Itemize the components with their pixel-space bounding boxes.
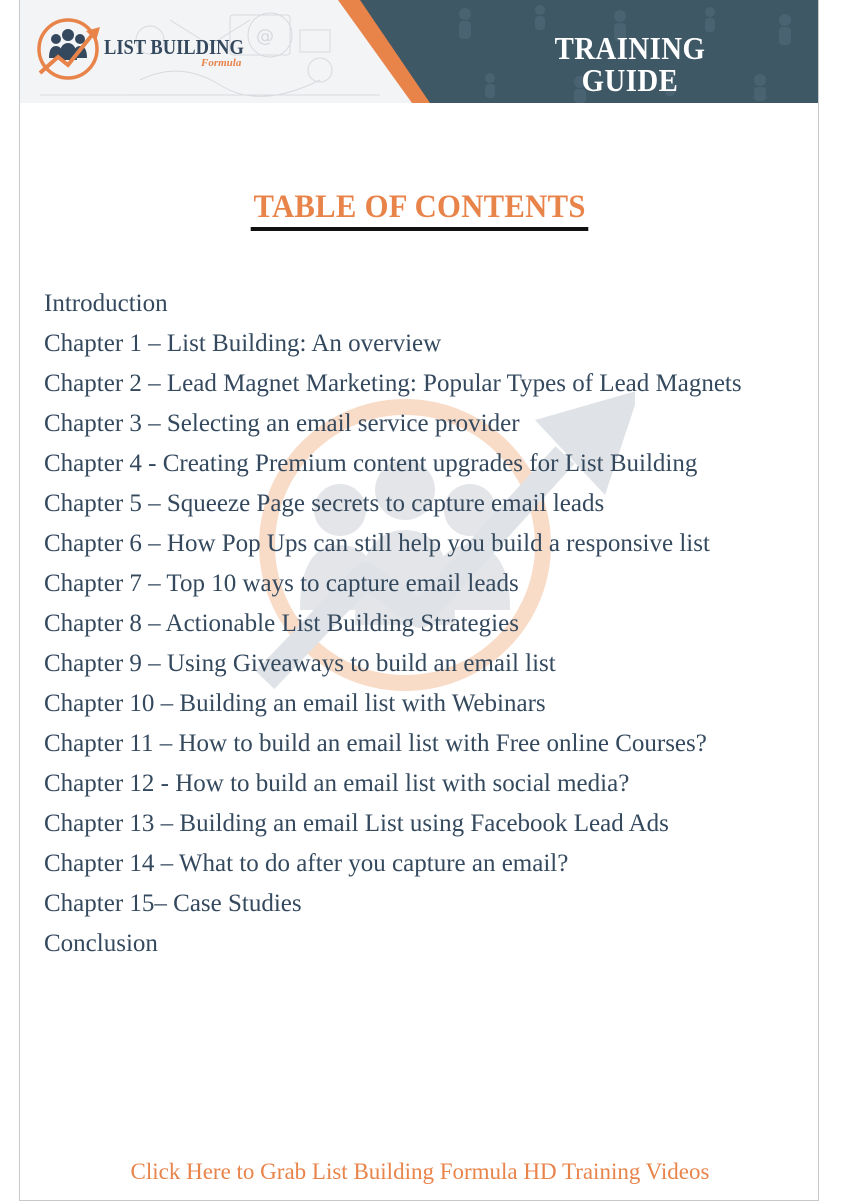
toc-list <box>44 284 742 964</box>
toc-item[interactable]: Chapter 6 – How Pop Ups can still help you build a responsive list <box>44 530 710 557</box>
toc-item[interactable]: Chapter 12 - How to build an email list with social media? <box>44 770 630 797</box>
training-videos-link[interactable]: Click Here to Grab List Building Formula HD Training Videos <box>130 1159 710 1184</box>
toc-item[interactable]: Chapter 3 – Selecting an email service provider <box>44 410 520 437</box>
header-banner <box>20 0 819 103</box>
people-growth-arrow-icon <box>34 13 104 83</box>
logo-subtitle: Formula <box>201 57 242 69</box>
toc-heading <box>20 190 819 231</box>
toc-item[interactable]: Chapter 14 – What to do after you capture an email? <box>44 850 569 877</box>
toc-item[interactable]: Chapter 4 - Creating Premium content upgrades for List Building <box>44 450 698 477</box>
toc-item[interactable]: Conclusion <box>44 930 158 957</box>
toc-title: TABLE OF CONTENTS <box>251 190 589 231</box>
toc-item[interactable]: Chapter 8 – Actionable List Building Strategies <box>44 610 519 637</box>
svg-text:@: @ <box>256 26 274 47</box>
toc-item[interactable]: Chapter 13 – Building an email List using Facebook Lead Ads <box>44 810 669 837</box>
toc-item[interactable]: Chapter 2 – Lead Magnet Marketing: Popular Types of Lead Magnets <box>44 370 742 397</box>
toc-item[interactable]: Chapter 15– Case Studies <box>44 890 302 917</box>
document-page <box>19 0 819 1201</box>
toc-item[interactable]: Chapter 7 – Top 10 ways to capture email leads <box>44 570 519 597</box>
toc-item[interactable]: Chapter 5 – Squeeze Page secrets to capture email leads <box>44 490 605 517</box>
toc-item[interactable]: Chapter 10 – Building an email list with Webinars <box>44 690 546 717</box>
toc-item[interactable]: Chapter 9 – Using Giveaways to build an email list <box>44 650 556 677</box>
toc-item[interactable]: Chapter 1 – List Building: An overview <box>44 330 442 357</box>
logo-text: LIST BUILDING <box>104 35 244 59</box>
toc-item[interactable]: Chapter 11 – How to build an email list with Free online Courses? <box>44 730 707 757</box>
header-title: TRAINING GUIDE <box>554 30 706 98</box>
toc-item[interactable]: Introduction <box>44 290 168 317</box>
